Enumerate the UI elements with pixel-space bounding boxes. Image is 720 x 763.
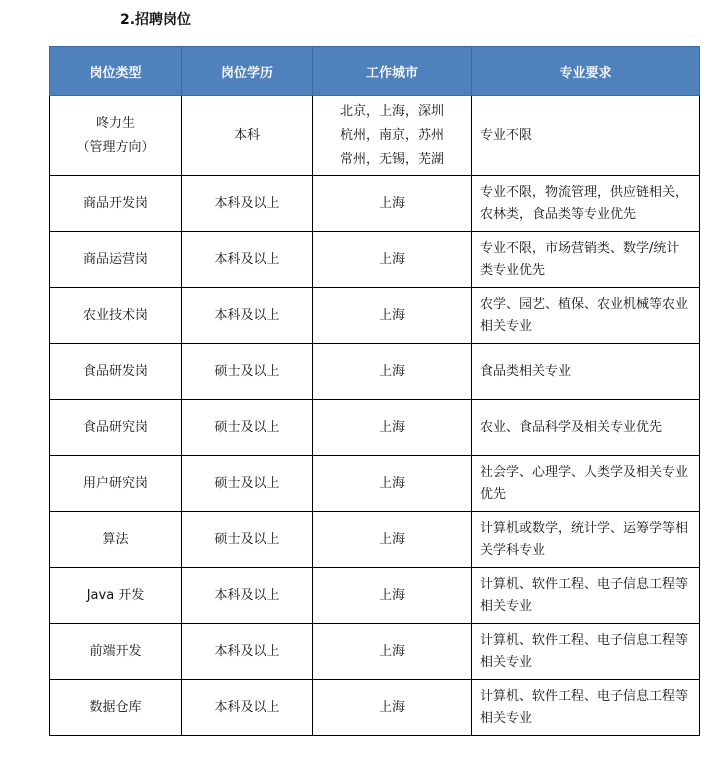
cell-major-requirement: 计算机、软件工程、电子信息工程等相关专业 (472, 624, 700, 680)
work-city-text: 常州，无锡，芜湖 (339, 151, 444, 167)
cell-education: 本科及以上 (182, 176, 313, 232)
work-city-text: 上海 (378, 252, 405, 267)
table-row (50, 512, 700, 568)
position-type-text: 前端开发 (89, 644, 142, 659)
cell-education: 硕士及以上 (182, 512, 313, 568)
cell-education: 硕士及以上 (182, 456, 313, 512)
cell-position-type (50, 456, 182, 512)
cell-work-city (313, 344, 472, 400)
header-major-requirement: 专业要求 (472, 47, 700, 96)
work-city-text: 上海 (378, 308, 405, 323)
cell-work-city (313, 96, 472, 176)
cell-major-requirement: 专业不限，市场营销类、数学/统计类专业优先 (472, 232, 700, 288)
table-row (50, 680, 700, 736)
cell-education: 本科及以上 (182, 232, 313, 288)
position-type-text: 咚力生 (95, 115, 135, 131)
position-type-text: 农业技术岗 (82, 308, 148, 323)
position-type-text: 算法 (102, 532, 129, 547)
position-type-text: 用户研究岗 (82, 476, 148, 491)
cell-position-type (50, 232, 182, 288)
cell-work-city (313, 568, 472, 624)
position-type-text: 商品运营岗 (82, 252, 148, 267)
cell-work-city (313, 400, 472, 456)
cell-major-requirement: 计算机或数学，统计学、运筹学等相关学科专业 (472, 512, 700, 568)
cell-work-city (313, 680, 472, 736)
work-city-text: 上海 (378, 532, 405, 547)
cell-work-city (313, 624, 472, 680)
cell-education: 本科及以上 (182, 624, 313, 680)
table-body (50, 96, 700, 736)
work-city-text: 上海 (378, 196, 405, 211)
table-row (50, 624, 700, 680)
cell-work-city (313, 176, 472, 232)
cell-education: 本科及以上 (182, 568, 313, 624)
cell-major-requirement: 专业不限 (472, 96, 700, 176)
position-type-text: 食品研究岗 (82, 420, 148, 435)
position-type-text: Java 开发 (86, 588, 145, 603)
work-city-text: 上海 (378, 476, 405, 491)
cell-position-type (50, 400, 182, 456)
cell-major-requirement: 计算机、软件工程、电子信息工程等相关专业 (472, 680, 700, 736)
table-row (50, 568, 700, 624)
cell-position-type (50, 512, 182, 568)
header-work-city: 工作城市 (313, 47, 472, 96)
work-city-text: 杭州，南京，苏州 (339, 127, 444, 143)
cell-education: 本科及以上 (182, 288, 313, 344)
cell-position-type (50, 96, 182, 176)
work-city-text: 上海 (378, 420, 405, 435)
header-row (50, 47, 700, 96)
position-type-text: 食品研发岗 (82, 364, 148, 379)
cell-major-requirement: 计算机、软件工程、电子信息工程等相关专业 (472, 568, 700, 624)
table-row (50, 232, 700, 288)
cell-position-type (50, 344, 182, 400)
cell-position-type (50, 288, 182, 344)
table-row (50, 344, 700, 400)
work-city-text: 上海 (378, 588, 405, 603)
cell-major-requirement: 农业、食品科学及相关专业优先 (472, 400, 700, 456)
work-city-text: 北京，上海，深圳 (339, 103, 444, 119)
position-type-text: （管理方向） (76, 139, 155, 155)
cell-work-city (313, 232, 472, 288)
cell-major-requirement: 农学、园艺、植保、农业机械等农业相关专业 (472, 288, 700, 344)
cell-education: 本科及以上 (182, 680, 313, 736)
table-row (50, 288, 700, 344)
cell-major-requirement: 社会学、心理学、人类学及相关专业优先 (472, 456, 700, 512)
cell-education: 硕士及以上 (182, 344, 313, 400)
section-title: 2.招聘岗位 (120, 12, 192, 28)
position-type-text: 商品开发岗 (82, 196, 148, 211)
header-education: 岗位学历 (182, 47, 313, 96)
cell-education: 本科 (182, 96, 313, 176)
cell-major-requirement: 专业不限，物流管理，供应链相关，农林类，食品类等专业优先 (472, 176, 700, 232)
cell-position-type (50, 680, 182, 736)
cell-work-city (313, 456, 472, 512)
cell-position-type (50, 624, 182, 680)
header-position-type: 岗位类型 (50, 47, 182, 96)
table-row (50, 96, 700, 176)
cell-education: 硕士及以上 (182, 400, 313, 456)
cell-major-requirement: 食品类相关专业 (472, 344, 700, 400)
cell-position-type (50, 176, 182, 232)
position-type-text: 数据仓库 (89, 700, 142, 715)
work-city-text: 上海 (378, 700, 405, 715)
job-positions-table (49, 46, 700, 736)
cell-position-type (50, 568, 182, 624)
cell-work-city (313, 288, 472, 344)
table-row (50, 456, 700, 512)
work-city-text: 上海 (378, 644, 405, 659)
cell-work-city (313, 512, 472, 568)
table-row (50, 176, 700, 232)
table-header (50, 47, 700, 96)
work-city-text: 上海 (378, 364, 405, 379)
table-row (50, 400, 700, 456)
